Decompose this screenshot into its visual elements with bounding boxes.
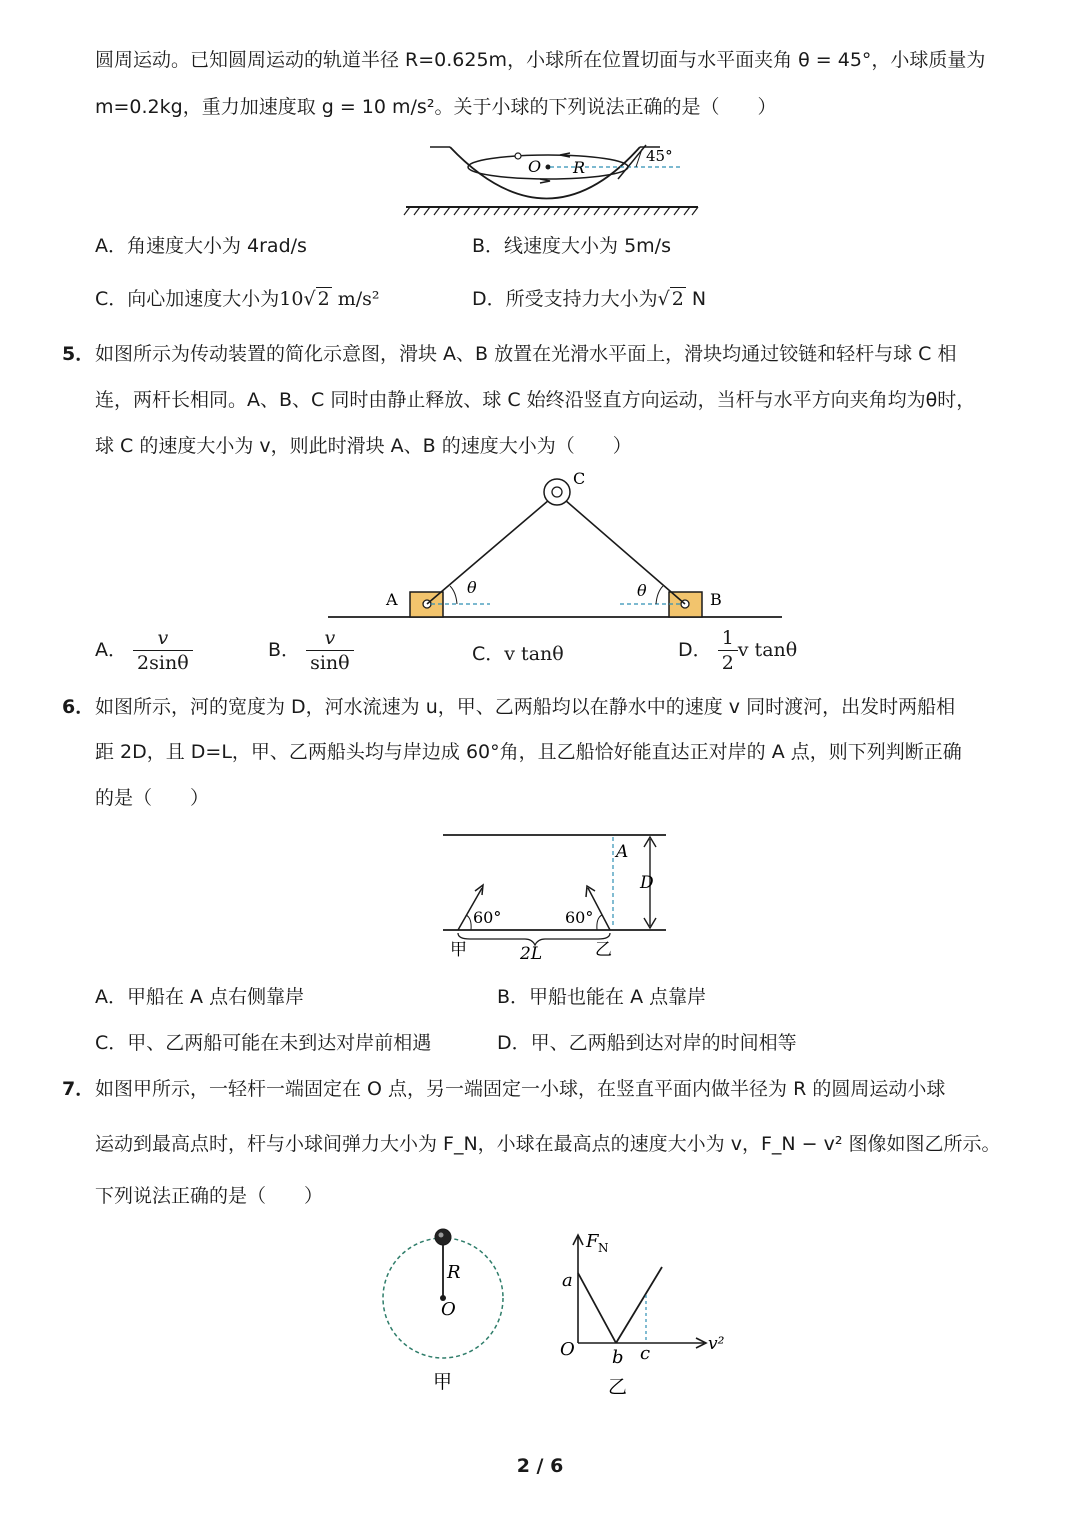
q4-option-c-unit: m/s² — [331, 288, 380, 310]
q7-fig2-label-o: O — [560, 1339, 575, 1360]
q6-option-a[interactable]: A．甲船在 A 点右侧靠岸 — [95, 986, 305, 1008]
q7-fig2-label-v2: v² — [708, 1334, 725, 1354]
q7-fig2-label-fn-sub: N — [598, 1241, 609, 1255]
q7-fig2-label-c: c — [640, 1343, 651, 1364]
q4-option-d[interactable]: D．所受支持力大小为√ 2 N — [472, 288, 707, 310]
q5-option-b-den: sinθ — [310, 652, 350, 674]
page-number: 2 / 6 — [516, 1455, 564, 1477]
q6-label-a: A — [616, 842, 629, 862]
q5-label-c: C — [573, 469, 586, 488]
q7-number: 7． — [62, 1078, 95, 1100]
q7-fig1-caption: 甲 — [433, 1371, 453, 1393]
q6-option-d[interactable]: D．甲、乙两船到达对岸的时间相等 — [497, 1032, 797, 1054]
q4-bowl-figure — [400, 135, 710, 220]
q6-label-angle1: 60° — [473, 908, 502, 927]
q7-circle-figure — [375, 1228, 515, 1403]
q5-option-d-text: v tanθ — [737, 639, 798, 661]
q4-option-b[interactable]: B．线速度大小为 5m/s — [472, 235, 671, 257]
q5-option-b-label: B． — [268, 639, 301, 661]
q7-fig2-label-fn: F — [586, 1231, 599, 1252]
q5-label-theta-left: θ — [467, 578, 477, 597]
q5-option-a-den: 2sinθ — [137, 652, 189, 674]
q5-option-b-num: v — [306, 626, 354, 651]
q5-linkage-figure — [320, 470, 790, 625]
q6-label-yi: 乙 — [595, 940, 612, 960]
q5-text-line2: 连，两杆长相同。A、B、C 同时由静止释放、球 C 始终沿竖直方向运动，当杆与水平方向夹角均为θ时， — [95, 389, 976, 411]
q4-option-c[interactable]: C．向心加速度大小为10√ 2 m/s² — [95, 288, 380, 310]
q7-fig2-label-a: a — [562, 1270, 573, 1291]
q4-option-d-root: 2 — [671, 288, 684, 310]
q5-option-a-label: A． — [95, 639, 127, 661]
q5-option-d-num: 1 — [718, 626, 738, 651]
q7-fig2-label-b: b — [612, 1347, 624, 1368]
q5-option-a[interactable] — [95, 626, 193, 675]
q5-option-d-den: 2 — [721, 652, 734, 674]
q7-text-line2: 运动到最高点时，杆与小球间弹力大小为 F_N，小球在最高点的速度大小为 v，F_N − v² 图像如图乙所示。 — [95, 1133, 1001, 1155]
q7-fig2-caption: 乙 — [608, 1376, 628, 1398]
q4-label-R: R — [573, 158, 586, 177]
q7-fig1-label-r: R — [447, 1262, 461, 1283]
q5-text-line1: 如图所示为传动装置的简化示意图，滑块 A、B 放置在光滑水平面上，滑块均通过铰链和轻杆与球 C 相 — [95, 343, 957, 365]
q6-option-b[interactable]: B．甲船也能在 A 点靠岸 — [497, 986, 707, 1008]
q4-text-line2: m=0.2kg，重力加速度取 g = 10 m/s²。关于小球的下列说法正确的是（ ） — [95, 96, 777, 118]
q5-option-c-label: C． — [472, 643, 505, 665]
q7-fig1-label-o: O — [441, 1299, 456, 1320]
q4-option-d-unit: N — [685, 288, 707, 310]
q7-graph-figure — [552, 1225, 742, 1405]
q4-text-line1: 圆周运动。已知圆周运动的轨道半径 R=0.625m，小球所在位置切面与水平面夹角 θ = 45°，小球质量为 — [95, 49, 986, 71]
q6-label-jia: 甲 — [450, 940, 467, 960]
q6-label-angle2: 60° — [565, 908, 594, 927]
q5-option-c[interactable] — [472, 640, 564, 668]
q4-option-a[interactable]: A．角速度大小为 4rad/s — [95, 235, 307, 257]
q6-river-figure — [440, 825, 680, 965]
q6-label-d: D — [640, 873, 654, 893]
q4-label-angle: 45° — [646, 147, 673, 165]
q6-label-2l: 2L — [520, 944, 543, 964]
q4-option-c-coef: 10 — [279, 288, 304, 310]
q4-option-d-prefix: D．所受支持力大小为 — [472, 288, 658, 310]
q5-option-c-text: v tanθ — [504, 643, 564, 665]
q7-text-line1: 如图甲所示，一轻杆一端固定在 O 点，另一端固定一小球，在竖直平面内做半径为 R 的圆周运动小球 — [95, 1078, 946, 1100]
q5-option-d[interactable] — [678, 626, 797, 675]
q6-number: 6． — [62, 696, 95, 718]
q4-label-O: O — [528, 157, 542, 176]
q7-text-line3: 下列说法正确的是（ ） — [95, 1185, 324, 1207]
q5-label-a: A — [386, 590, 398, 609]
q6-text-line1: 如图所示，河的宽度为 D，河水流速为 u，甲、乙两船均以在静水中的速度 v 同时渡河，出发时两船相 — [95, 696, 956, 718]
q5-label-b: B — [710, 590, 722, 609]
q5-label-theta-right: θ — [637, 581, 647, 600]
q4-option-c-root: 2 — [317, 288, 330, 310]
q5-option-a-num: v — [133, 626, 193, 651]
q6-text-line2: 距 2D，且 D=L，甲、乙两船头均与岸边成 60°角，且乙船恰好能直达正对岸的 A 点，则下列判断正确 — [95, 741, 962, 763]
q5-number: 5． — [62, 343, 95, 365]
q6-option-c[interactable]: C．甲、乙两船可能在未到达对岸前相遇 — [95, 1032, 432, 1054]
q5-option-d-label: D． — [678, 639, 712, 661]
q5-text-line3: 球 C 的速度大小为 v，则此时滑块 A、B 的速度大小为（ ） — [95, 435, 632, 457]
q4-option-c-prefix: C．向心加速度大小为 — [95, 288, 280, 310]
q5-option-b[interactable] — [268, 626, 354, 675]
q6-text-line3: 的是（ ） — [95, 787, 210, 809]
